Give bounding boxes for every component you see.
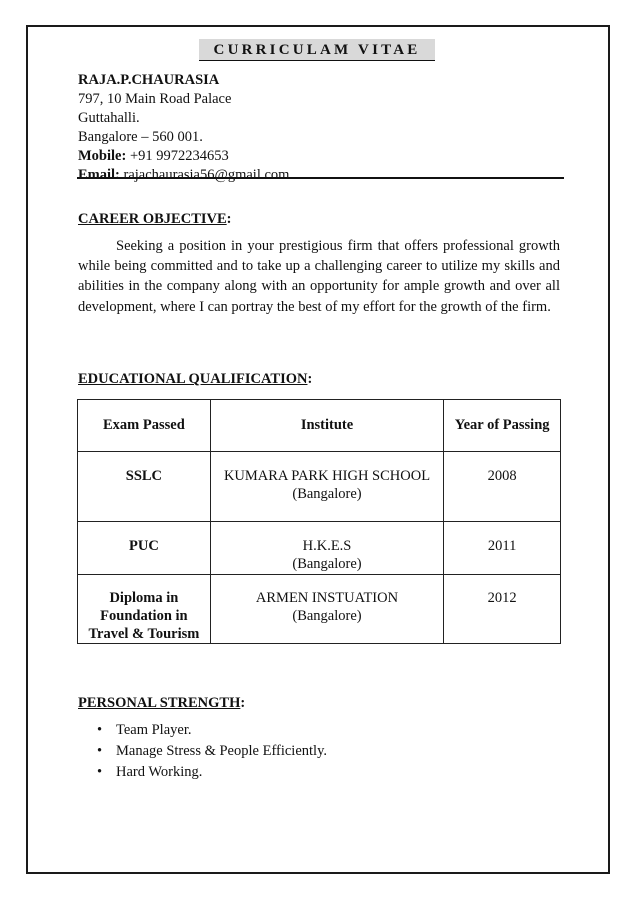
exam-cell [78,575,211,644]
column-header: Exam Passed [78,400,211,452]
year-cell: 2012 [444,575,561,644]
institute-cell [210,452,443,522]
bullet-icon: • [97,743,103,759]
address-line-1: 797, 10 Main Road Palace [78,91,232,107]
institute-cell [210,575,443,644]
career-objective-heading [78,211,232,228]
strength-heading-suffix: : [240,695,246,711]
list-item-text: Team Player. [116,722,192,738]
bullet-icon: • [97,722,103,738]
column-header: Institute [210,400,443,452]
table-header-row [78,400,561,452]
education-heading [78,371,312,388]
candidate-name: RAJA.P.CHAURASIA [78,72,220,88]
email-line [78,166,289,185]
mobile-label: Mobile: [78,148,127,164]
address-line-2: Guttahalli. [78,110,140,126]
strength-heading-text: PERSONAL STRENGTH [78,695,241,711]
year-cell: 2008 [444,452,561,522]
personal-strength-heading [78,695,245,712]
career-objective-text: Seeking a position in your prestigious firm that offers professional growth while being committed and to take up a challenging career to utilize my skills and abilities in the company along with an opportunity for ample growth and over all development, where I can portray the best of my effort for the growth of the firm. [78,238,560,315]
email-label: Email: [78,167,120,183]
list-item [78,741,327,762]
institute-location: (Bangalore) [292,486,362,502]
bullet-icon: • [97,764,103,780]
year-cell: 2011 [444,522,561,575]
exam-cell: PUC [78,522,211,575]
contact-divider [77,177,564,179]
exam-cell: SSLC [78,452,211,522]
list-item-text: Manage Stress & People Efficiently. [116,743,328,759]
mobile-line [78,147,289,166]
address-line-3: Bangalore – 560 001. [78,129,203,145]
career-heading-text: CAREER OBJECTIVE [78,211,227,227]
institute-name: ARMEN INSTUATION [255,590,399,606]
exam-line: Foundation in [100,608,188,624]
list-item [78,720,327,741]
list-item [78,762,327,783]
column-header: Year of Passing [444,400,561,452]
institute-cell [210,522,443,575]
email-value: rajachaurasia56@gmail.com [123,167,290,183]
career-heading-suffix: : [226,211,232,227]
strength-list [78,720,327,783]
education-table [77,399,561,644]
education-heading-suffix: : [307,371,313,387]
table-row [78,575,561,644]
exam-line: Diploma in [109,590,179,606]
document-title: CURRICULAM VITAE [199,39,435,61]
institute-name: H.K.E.S [302,538,352,554]
table-row [78,522,561,575]
institute-location: (Bangalore) [292,608,362,624]
list-item-text: Hard Working. [116,764,203,780]
institute-location: (Bangalore) [292,556,362,572]
contact-block [78,71,289,185]
mobile-value: +91 9972234653 [129,148,229,164]
institute-name: KUMARA PARK HIGH SCHOOL [223,468,431,484]
exam-line: Travel & Tourism [88,626,200,642]
table-row [78,452,561,522]
education-heading-text: EDUCATIONAL QUALIFICATION [78,371,308,387]
